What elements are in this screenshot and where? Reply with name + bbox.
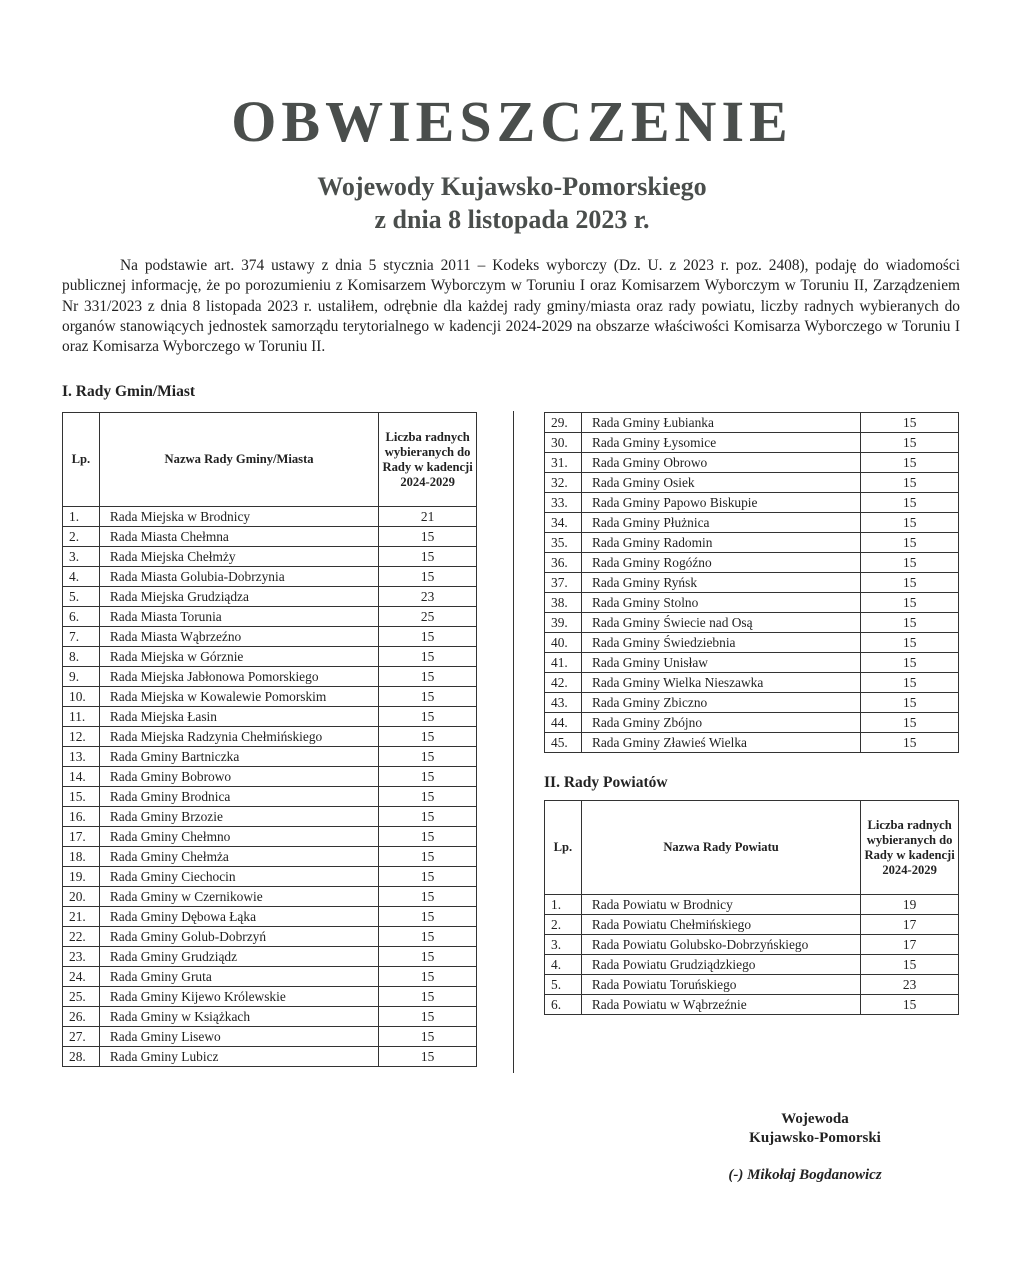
row-name: Rada Gminy Zbiczno — [581, 693, 860, 713]
table-row — [63, 627, 477, 647]
table-row — [63, 1007, 477, 1027]
table-gminy-right — [544, 412, 959, 753]
row-count: 15 — [861, 613, 959, 633]
table-row — [63, 1047, 477, 1067]
row-name: Rada Gminy Ryńsk — [581, 573, 860, 593]
row-count: 15 — [861, 713, 959, 733]
col-header-lp: Lp. — [545, 801, 582, 895]
row-count: 15 — [379, 527, 477, 547]
table-row — [63, 687, 477, 707]
row-lp: 13. — [63, 747, 100, 767]
row-name: Rada Gminy Obrowo — [581, 453, 860, 473]
table-row — [63, 707, 477, 727]
row-name: Rada Miasta Wąbrzeźno — [99, 627, 378, 647]
row-count: 15 — [379, 907, 477, 927]
table-row — [545, 493, 959, 513]
table-row — [63, 607, 477, 627]
row-name: Rada Gminy Świedziebnia — [581, 633, 860, 653]
row-count: 15 — [379, 1027, 477, 1047]
table-row — [63, 567, 477, 587]
row-count: 15 — [379, 747, 477, 767]
row-count: 15 — [861, 955, 959, 975]
col-header-lp: Lp. — [63, 413, 100, 507]
row-lp: 18. — [63, 847, 100, 867]
row-count: 15 — [861, 553, 959, 573]
row-count: 15 — [379, 627, 477, 647]
row-name: Rada Miejska Łasin — [99, 707, 378, 727]
row-lp: 36. — [545, 553, 582, 573]
row-lp: 7. — [63, 627, 100, 647]
row-name: Rada Gminy Rogóźno — [581, 553, 860, 573]
row-lp: 10. — [63, 687, 100, 707]
table-gminy-left — [62, 412, 477, 1067]
row-name: Rada Gminy Brodnica — [99, 787, 378, 807]
row-lp: 17. — [63, 827, 100, 847]
row-lp: 6. — [63, 607, 100, 627]
row-name: Rada Gminy Zławieś Wielka — [581, 733, 860, 753]
document-date: z dnia 8 listopada 2023 r. — [374, 205, 650, 234]
row-lp: 8. — [63, 647, 100, 667]
row-name: Rada Gminy Kijewo Królewskie — [99, 987, 378, 1007]
column-divider — [513, 411, 514, 1073]
row-count: 15 — [379, 927, 477, 947]
row-name: Rada Miejska Radzynia Chełmińskiego — [99, 727, 378, 747]
table-row — [63, 947, 477, 967]
table-row — [63, 987, 477, 1007]
row-count: 15 — [861, 473, 959, 493]
row-name: Rada Gminy Gruta — [99, 967, 378, 987]
row-count: 15 — [861, 593, 959, 613]
table-row — [63, 787, 477, 807]
row-lp: 28. — [63, 1047, 100, 1067]
row-name: Rada Gminy Stolno — [581, 593, 860, 613]
table-row — [545, 733, 959, 753]
signature-title: Wojewoda — [781, 1111, 849, 1127]
row-count: 15 — [379, 827, 477, 847]
row-name: Rada Powiatu w Brodnicy — [581, 895, 860, 915]
table-row — [545, 673, 959, 693]
row-name: Rada Miejska w Brodnicy — [99, 507, 378, 527]
row-name: Rada Miejska w Górznie — [99, 647, 378, 667]
table-powiaty — [544, 800, 959, 1015]
row-name: Rada Gminy Papowo Biskupie — [581, 493, 860, 513]
table-row — [63, 867, 477, 887]
row-name: Rada Gminy Lubicz — [99, 1047, 378, 1067]
row-lp: 40. — [545, 633, 582, 653]
row-count: 19 — [861, 895, 959, 915]
table-row — [545, 513, 959, 533]
row-count: 15 — [379, 807, 477, 827]
row-lp: 15. — [63, 787, 100, 807]
row-count: 15 — [861, 653, 959, 673]
row-lp: 21. — [63, 907, 100, 927]
row-count: 25 — [379, 607, 477, 627]
row-lp: 2. — [545, 915, 582, 935]
row-count: 15 — [861, 573, 959, 593]
row-lp: 29. — [545, 413, 582, 433]
row-count: 15 — [379, 667, 477, 687]
row-lp: 5. — [545, 975, 582, 995]
table-row — [545, 593, 959, 613]
row-name: Rada Gminy Świecie nad Osą — [581, 613, 860, 633]
row-count: 15 — [861, 533, 959, 553]
table-row — [545, 915, 959, 935]
row-name: Rada Gminy Płużnica — [581, 513, 860, 533]
row-lp: 35. — [545, 533, 582, 553]
table-row — [63, 767, 477, 787]
col-header-count: Liczba radnych wybieranych do Rady w kadencji 2024-2029 — [861, 801, 959, 895]
row-name: Rada Miejska w Kowalewie Pomorskim — [99, 687, 378, 707]
table-row — [545, 975, 959, 995]
row-lp: 16. — [63, 807, 100, 827]
table-row — [63, 667, 477, 687]
row-count: 15 — [379, 947, 477, 967]
table-row — [63, 807, 477, 827]
table-row — [545, 413, 959, 433]
row-name: Rada Miasta Torunia — [99, 607, 378, 627]
row-count: 15 — [861, 693, 959, 713]
row-count: 15 — [379, 547, 477, 567]
row-name: Rada Gminy Brzozie — [99, 807, 378, 827]
table-row — [545, 713, 959, 733]
table-row — [545, 553, 959, 573]
row-count: 15 — [379, 887, 477, 907]
table-row — [63, 727, 477, 747]
document-subtitle: Wojewody Kujawsko-Pomorskiego — [317, 172, 707, 201]
row-lp: 42. — [545, 673, 582, 693]
table-row — [63, 1027, 477, 1047]
table-row — [545, 533, 959, 553]
row-lp: 4. — [545, 955, 582, 975]
row-lp: 19. — [63, 867, 100, 887]
row-lp: 43. — [545, 693, 582, 713]
row-count: 17 — [861, 915, 959, 935]
row-name: Rada Gminy Wielka Nieszawka — [581, 673, 860, 693]
row-lp: 31. — [545, 453, 582, 473]
section-heading-gminy: I. Rady Gmin/Miast — [62, 383, 196, 400]
signature-name: (-) Mikołaj Bogdanowicz — [728, 1167, 882, 1183]
row-lp: 11. — [63, 707, 100, 727]
col-header-name: Nazwa Rady Powiatu — [581, 801, 860, 895]
row-count: 15 — [861, 673, 959, 693]
row-lp: 1. — [63, 507, 100, 527]
row-lp: 45. — [545, 733, 582, 753]
row-name: Rada Gminy Bartniczka — [99, 747, 378, 767]
row-count: 23 — [861, 975, 959, 995]
table-row — [63, 547, 477, 567]
row-count: 15 — [379, 647, 477, 667]
row-lp: 32. — [545, 473, 582, 493]
row-name: Rada Powiatu Toruńskiego — [581, 975, 860, 995]
row-lp: 6. — [545, 995, 582, 1015]
row-name: Rada Gminy Łubianka — [581, 413, 860, 433]
table-row — [545, 613, 959, 633]
row-name: Rada Miasta Golubia-Dobrzynia — [99, 567, 378, 587]
row-name: Rada Gminy Grudziądz — [99, 947, 378, 967]
row-count: 15 — [861, 733, 959, 753]
table-row — [545, 633, 959, 653]
table-row — [63, 967, 477, 987]
table-row — [545, 895, 959, 915]
table-row — [545, 573, 959, 593]
row-name: Rada Powiatu Grudziądzkiego — [581, 955, 860, 975]
row-lp: 34. — [545, 513, 582, 533]
row-count: 15 — [861, 633, 959, 653]
row-lp: 5. — [63, 587, 100, 607]
row-count: 15 — [861, 453, 959, 473]
row-name: Rada Gminy w Czernikowie — [99, 887, 378, 907]
row-name: Rada Powiatu Chełmińskiego — [581, 915, 860, 935]
row-count: 23 — [379, 587, 477, 607]
row-lp: 3. — [63, 547, 100, 567]
row-count: 15 — [379, 567, 477, 587]
row-name: Rada Powiatu w Wąbrzeźnie — [581, 995, 860, 1015]
row-lp: 44. — [545, 713, 582, 733]
row-name: Rada Gminy Lisewo — [99, 1027, 378, 1047]
row-name: Rada Gminy Ciechocin — [99, 867, 378, 887]
row-name: Rada Powiatu Golubsko-Dobrzyńskiego — [581, 935, 860, 955]
row-count: 15 — [379, 687, 477, 707]
table-row — [545, 935, 959, 955]
row-lp: 22. — [63, 927, 100, 947]
row-lp: 25. — [63, 987, 100, 1007]
row-lp: 23. — [63, 947, 100, 967]
row-lp: 3. — [545, 935, 582, 955]
col-header-name: Nazwa Rady Gminy/Miasta — [99, 413, 378, 507]
table-row — [545, 453, 959, 473]
row-lp: 9. — [63, 667, 100, 687]
row-count: 15 — [379, 707, 477, 727]
row-name: Rada Miasta Chełmna — [99, 527, 378, 547]
row-name: Rada Gminy Chełmża — [99, 847, 378, 867]
table-row — [545, 955, 959, 975]
row-lp: 41. — [545, 653, 582, 673]
row-name: Rada Gminy Unisław — [581, 653, 860, 673]
row-count: 15 — [379, 967, 477, 987]
row-lp: 30. — [545, 433, 582, 453]
row-name: Rada Gminy Dębowa Łąka — [99, 907, 378, 927]
intro-paragraph: Na podstawie art. 374 ustawy z dnia 5 stycznia 2011 – Kodeks wyborczy (Dz. U. z 2023 r. poz. 2408), podaję do wiadomości publicznej informację, że po porozumieniu z Komisarzem Wyborczym w Toruniu I oraz Komisarzem Wyborczym w Toruniu II, Zarządzeniem Nr 331/2023 z dnia 8 listopada 2023 r. ustaliłem, odrębnie dla każdej rady gminy/miasta oraz rady powiatu, liczby radnych wybieranych do organów stanowiących jednostek samorządu terytorialnego w kadencji 2024-2029 na obszarze właściwości Komisarza Wyborczego w Toruniu I oraz Komisarza Wyborczego w Toruniu II. — [62, 257, 960, 356]
row-name: Rada Gminy Golub-Dobrzyń — [99, 927, 378, 947]
section-heading-powiaty: II. Rady Powiatów — [544, 774, 668, 791]
row-count: 15 — [379, 767, 477, 787]
table-row — [63, 747, 477, 767]
row-name: Rada Miejska Chełmży — [99, 547, 378, 567]
row-lp: 38. — [545, 593, 582, 613]
row-lp: 12. — [63, 727, 100, 747]
row-lp: 24. — [63, 967, 100, 987]
row-count: 15 — [379, 727, 477, 747]
table-row — [63, 527, 477, 547]
table-row — [545, 473, 959, 493]
table-row — [545, 995, 959, 1015]
row-lp: 37. — [545, 573, 582, 593]
row-lp: 14. — [63, 767, 100, 787]
row-count: 15 — [861, 513, 959, 533]
row-count: 15 — [379, 1047, 477, 1067]
row-count: 15 — [379, 787, 477, 807]
row-name: Rada Gminy Radomin — [581, 533, 860, 553]
table-row — [63, 647, 477, 667]
signature-office: Kujawsko-Pomorski — [749, 1130, 881, 1146]
row-count: 17 — [861, 935, 959, 955]
table-row — [63, 847, 477, 867]
row-lp: 4. — [63, 567, 100, 587]
table-row — [545, 653, 959, 673]
row-count: 15 — [379, 1007, 477, 1027]
row-lp: 27. — [63, 1027, 100, 1047]
col-header-count: Liczba radnych wybieranych do Rady w kadencji 2024-2029 — [379, 413, 477, 507]
row-lp: 1. — [545, 895, 582, 915]
row-lp: 26. — [63, 1007, 100, 1027]
row-name: Rada Gminy Bobrowo — [99, 767, 378, 787]
row-count: 15 — [379, 987, 477, 1007]
row-name: Rada Gminy Łysomice — [581, 433, 860, 453]
table-row — [545, 433, 959, 453]
row-lp: 2. — [63, 527, 100, 547]
table-row — [63, 507, 477, 527]
row-name: Rada Miejska Jabłonowa Pomorskiego — [99, 667, 378, 687]
row-count: 15 — [379, 867, 477, 887]
row-count: 15 — [861, 493, 959, 513]
row-lp: 20. — [63, 887, 100, 907]
table-row — [63, 827, 477, 847]
row-name: Rada Gminy Osiek — [581, 473, 860, 493]
table-row — [63, 887, 477, 907]
row-lp: 39. — [545, 613, 582, 633]
row-count: 15 — [379, 847, 477, 867]
table-row — [63, 927, 477, 947]
row-name: Rada Miejska Grudziądza — [99, 587, 378, 607]
row-name: Rada Gminy Chełmno — [99, 827, 378, 847]
row-count: 15 — [861, 995, 959, 1015]
document-title: OBWIESZCZENIE — [231, 89, 793, 154]
table-row — [63, 907, 477, 927]
row-count: 21 — [379, 507, 477, 527]
row-count: 15 — [861, 413, 959, 433]
row-count: 15 — [861, 433, 959, 453]
table-row — [545, 693, 959, 713]
row-lp: 33. — [545, 493, 582, 513]
row-name: Rada Gminy Zbójno — [581, 713, 860, 733]
row-name: Rada Gminy w Książkach — [99, 1007, 378, 1027]
table-row — [63, 587, 477, 607]
